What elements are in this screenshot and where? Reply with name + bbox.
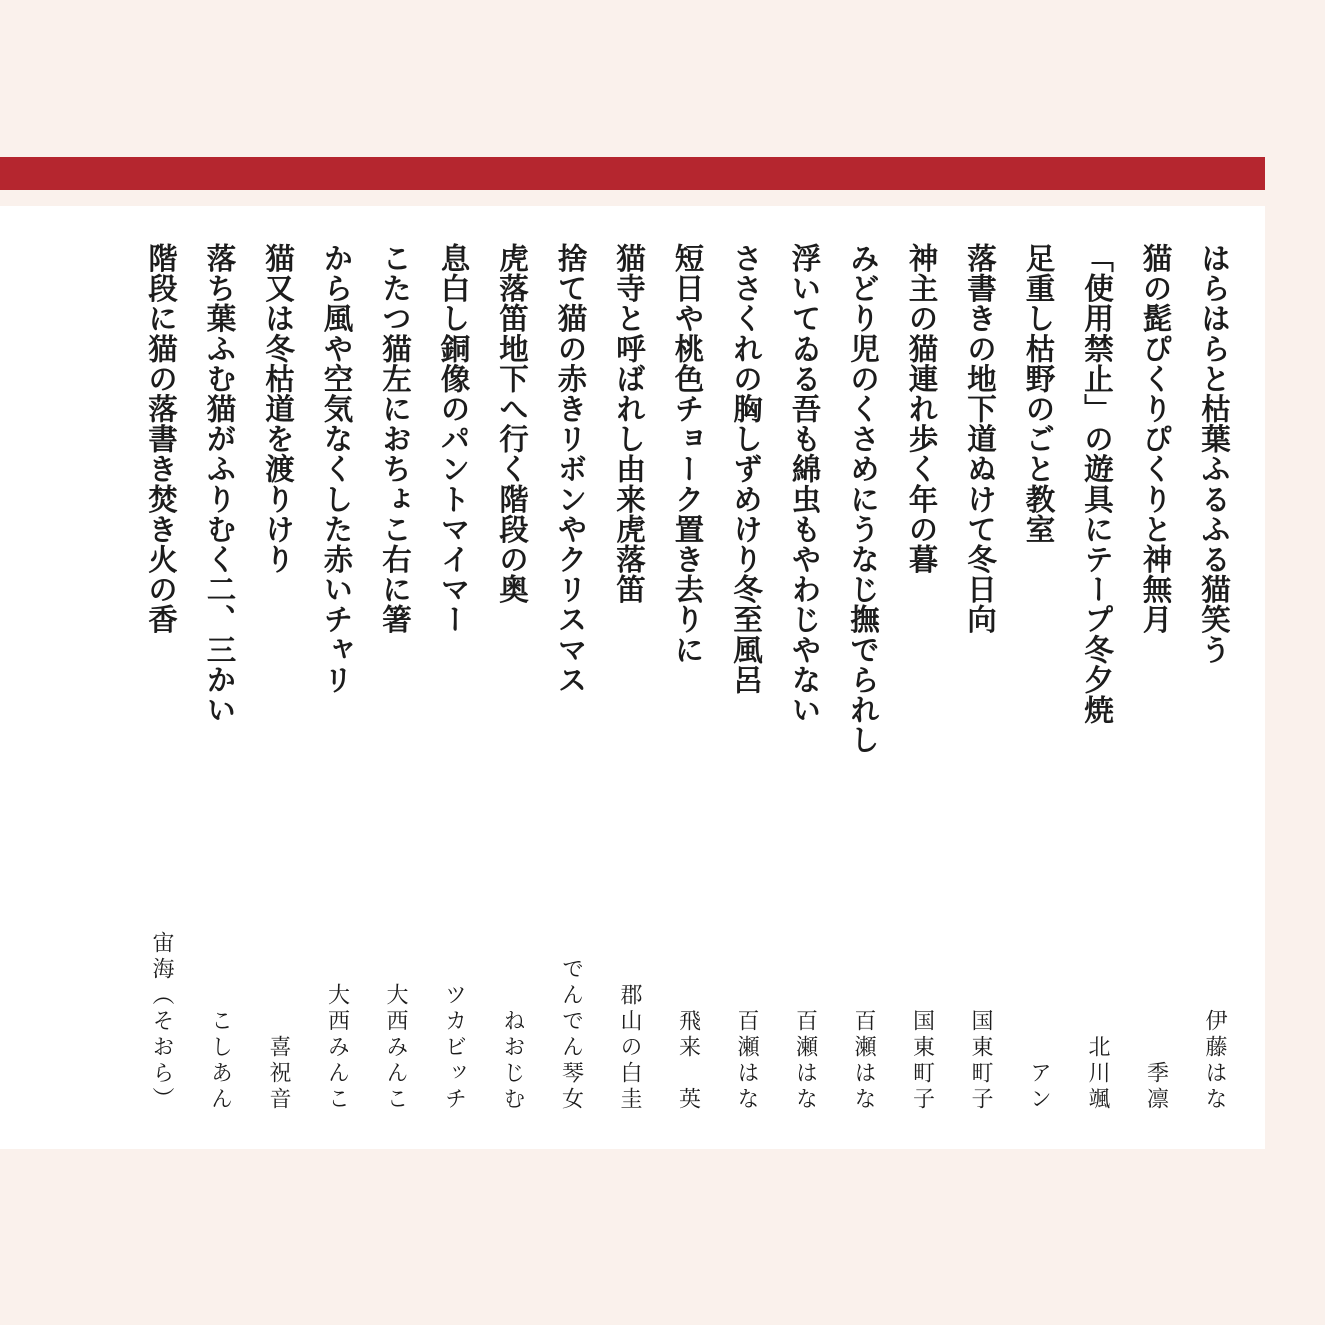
haiku-entry (190, 243, 249, 1113)
haiku-author: 百瀬はな (851, 1009, 876, 1113)
haiku-author: 国東町子 (968, 1009, 993, 1113)
haiku-poem: みどり児のくさめにうなじ撫でられし (846, 243, 881, 755)
haiku-entry (307, 243, 366, 1113)
haiku-author: ツカビッチ (441, 983, 467, 1113)
haiku-entry (132, 243, 191, 1113)
haiku-poem: 猫の髭ぴくりぴくりと神無月 (1138, 243, 1174, 635)
haiku-poem: 捨て猫の赤きリボンやクリスマス (553, 243, 589, 695)
haiku-entry (892, 243, 951, 1113)
haiku-author: 郡山の白圭 (617, 983, 642, 1113)
header-band (0, 157, 1265, 190)
haiku-poem: ささくれの胸しずめけり冬至風呂 (729, 243, 764, 695)
haiku-author: 飛来 英 (675, 1009, 701, 1113)
haiku-entry (249, 243, 308, 1113)
haiku-poem: こたつ猫左におちょこ右に箸 (378, 243, 413, 635)
haiku-list (132, 243, 1244, 1113)
haiku-poem: から風や空気なくした赤いチャリ (319, 243, 355, 695)
haiku-poem: 息白し銅像のパントマイマー (436, 243, 472, 635)
haiku-poem: 短日や桃色チョーク置き去りに (670, 243, 706, 665)
haiku-entry (600, 243, 659, 1113)
haiku-author: 北川颯 (1085, 1035, 1110, 1113)
haiku-entry (1126, 243, 1185, 1113)
haiku-entry (717, 243, 776, 1113)
haiku-entry (1185, 243, 1244, 1113)
haiku-poem: はらはらと枯葉ふるふる猫笑う (1197, 243, 1232, 665)
haiku-author: 大西みんこ (324, 983, 350, 1113)
haiku-poem: 足重し枯野のごと教室 (1021, 243, 1057, 544)
haiku-entry (424, 243, 483, 1113)
haiku-poem: 落書きの地下道ぬけて冬日向 (963, 243, 998, 635)
haiku-author: 喜祝音 (266, 1035, 291, 1113)
haiku-poem: 猫寺と呼ばれし由来虎落笛 (612, 243, 647, 605)
haiku-entry (775, 243, 834, 1113)
haiku-entry (366, 243, 425, 1113)
haiku-poem: 落ち葉ふむ猫がふりむく二、三かい (202, 243, 238, 725)
haiku-author: 百瀬はな (734, 1009, 759, 1113)
haiku-entry (1068, 243, 1127, 1113)
haiku-entry (483, 243, 542, 1113)
haiku-author: でんでん琴女 (558, 957, 584, 1113)
haiku-entry (541, 243, 600, 1113)
haiku-author: ねおじむ (500, 1009, 525, 1113)
haiku-poem: 浮いてゐる吾も綿虫もやわじやない (787, 243, 823, 725)
haiku-entry (658, 243, 717, 1113)
haiku-author: こしあん (207, 1009, 233, 1113)
haiku-author: アン (1026, 1061, 1052, 1113)
haiku-poem: 猫又は冬枯道を渡りけり (261, 243, 296, 575)
haiku-poem: 「使用禁止」の遊具にテープ冬夕焼 (1080, 243, 1115, 725)
haiku-author: 宙海（そおら） (149, 931, 174, 1113)
haiku-panel (0, 206, 1265, 1149)
haiku-author: 季凛 (1143, 1061, 1169, 1113)
haiku-author: 百瀬はな (792, 1009, 818, 1113)
haiku-entry (951, 243, 1010, 1113)
haiku-poem: 虎落笛地下へ行く階段の奥 (495, 243, 530, 605)
haiku-author: 伊藤はな (1202, 1009, 1227, 1113)
haiku-entry (1009, 243, 1068, 1113)
haiku-poem: 神主の猫連れ歩く年の暮 (904, 243, 940, 575)
haiku-author: 大西みんこ (383, 983, 408, 1113)
haiku-poem: 階段に猫の落書き焚き火の香 (144, 243, 179, 635)
haiku-entry (834, 243, 893, 1113)
haiku-author: 国東町子 (909, 1009, 935, 1113)
